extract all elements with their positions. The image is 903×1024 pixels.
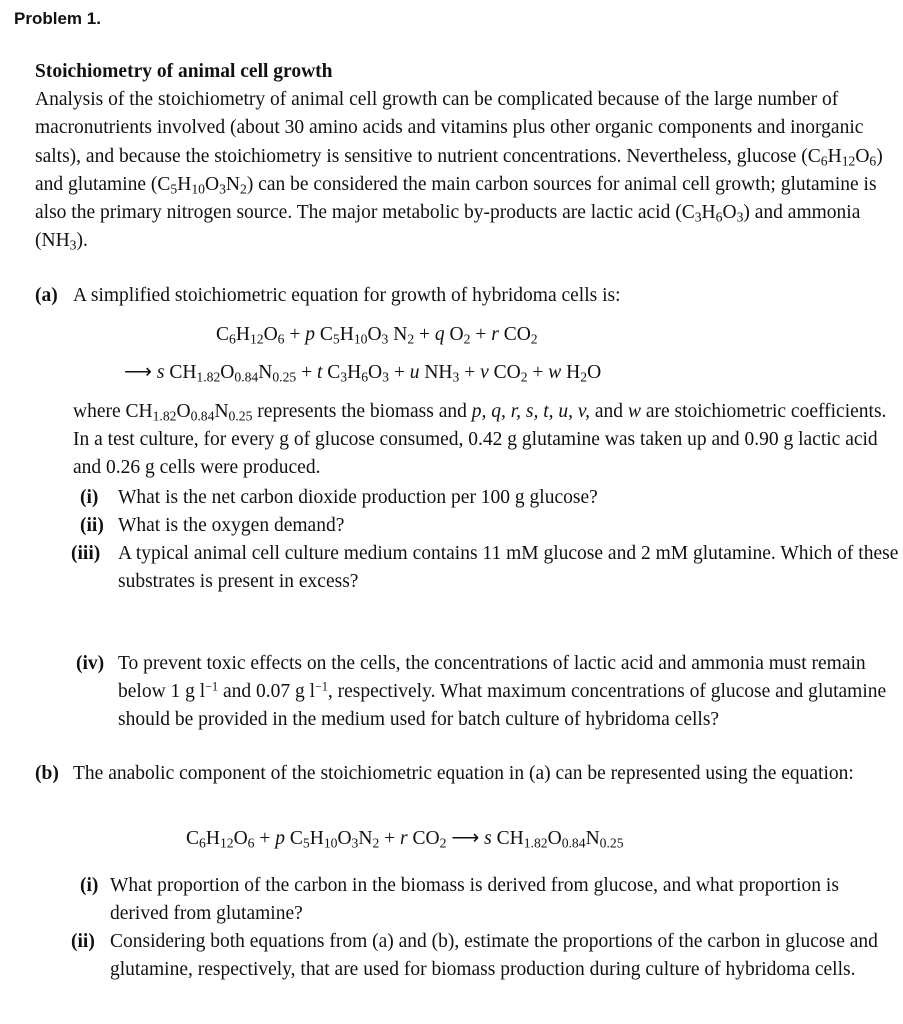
where-text-3: and bbox=[590, 401, 628, 422]
part-a-item-i bbox=[80, 484, 901, 512]
equation-1-reactants: $C_6H_{12}O_6 + p$ $C_5H_{10}O_3$ $N_2 + q$ $O_2 + r$ $CO_2$ bbox=[216, 324, 538, 347]
item-text: What is the oxygen demand? bbox=[118, 515, 345, 536]
where-text-4: are stoichiometric coefficients. In a test culture, for every g of glucose consumed, 0.42 g glutamine was taken up and 0.90 g lactic acid and 0.26 g cells were produced. bbox=[73, 401, 887, 479]
part-a-item-iv bbox=[76, 650, 901, 735]
part-b bbox=[35, 760, 901, 788]
item-label: (ii) bbox=[80, 515, 104, 536]
item-text: Considering both equations from (a) and (b), estimate the proportions of the carbon in glucose and glutamine, respectively, that are used for biomass production during culture of hybridoma cells. bbox=[110, 931, 878, 981]
item-text: What is the net carbon dioxide production per 100 g glucose? bbox=[118, 487, 598, 508]
lactic-acid-formula: $C_3H_6O_3$ bbox=[681, 202, 744, 225]
coefficient-w: w bbox=[627, 401, 641, 422]
item-label: (iii) bbox=[71, 543, 101, 564]
item-text: A typical animal cell culture medium contains 11 mM glucose and 2 mM glutamine. Which of these substrates is present in excess? bbox=[118, 543, 899, 593]
item-text bbox=[118, 650, 901, 735]
intro-text-4: ) and ammonia ( bbox=[35, 202, 861, 252]
item-label: (ii) bbox=[71, 931, 95, 952]
part-a-text: A simplified stoichiometric equation for growth of hybridoma cells is: bbox=[73, 285, 621, 306]
intro-text-2: ) and glutamine ( bbox=[35, 145, 883, 195]
iv-exponent-1: −1 bbox=[205, 679, 219, 694]
intro-text-1: Analysis of the stoichiometry of animal cell growth can be complicated because of the large number of macronutrients involved (about 30 amino acids and vitamins plus other organic components and inorganic salts), and because the stoichiometry is sensitive to nutrient concentrations. Nevertheless, glucose ( bbox=[35, 89, 864, 167]
intro-text-3: ) can be considered the main carbon sources for animal cell growth; glutamine is also the primary nitrogen source. The major metabolic by-products are lactic acid ( bbox=[35, 173, 877, 224]
biomass-formula: $CH_{1.82}O_{0.84}N_{0.25}$ bbox=[125, 401, 253, 424]
where-paragraph bbox=[73, 398, 901, 483]
where-text-1: where bbox=[73, 401, 126, 422]
problem-heading: Problem 1. bbox=[14, 9, 101, 28]
item-label: (i) bbox=[80, 487, 99, 508]
where-text-2: represents the biomass and bbox=[252, 401, 472, 422]
equation-2-anabolic: $C_6H_{12}O_6 + p$ $C_5H_{10}O_3N_2 + r$ $CO_2$ ⟶ s $CH_{1.82}O_{0.84}N_{0.25}$ bbox=[186, 828, 624, 851]
iv-text-2: and 0.07 g l bbox=[218, 681, 316, 703]
part-a-label: (a) bbox=[35, 285, 58, 306]
item-label: (i) bbox=[80, 875, 99, 896]
intro-text-5: ). bbox=[76, 230, 88, 252]
iv-text-3: , respectively. What maximum concentrations of glucose and glutamine should be provided in the medium used for batch culture of hybridoma cells? bbox=[118, 681, 887, 731]
part-a-item-ii bbox=[80, 512, 901, 540]
item-text: What proportion of the carbon in the biomass is derived from glucose, and what proportion is derived from glutamine? bbox=[110, 875, 839, 925]
part-a bbox=[35, 282, 901, 310]
equation-1-products: ⟶ s $CH_{1.82}O_{0.84}N_{0.25} + t$ $C_3H_6O_3 + u$ $NH_3 + v$ $CO_2 + w$ $H_2O$ bbox=[124, 362, 602, 385]
coefficient-list: p, q, r, s, t, u, v, bbox=[471, 401, 591, 422]
ammonia-formula: $NH_3$ bbox=[41, 230, 77, 253]
part-a-item-iii bbox=[71, 540, 901, 596]
item-label: (iv) bbox=[76, 653, 105, 674]
part-b-item-ii bbox=[71, 928, 901, 984]
glucose-formula: $C_6H_{12}O_6$ bbox=[807, 145, 877, 169]
glutamine-formula: $C_5H_{10}O_3N_2$ bbox=[157, 173, 247, 197]
part-b-text: The anabolic component of the stoichiometric equation in (a) can be represented using the equation: bbox=[73, 763, 854, 784]
iv-text-1: To prevent toxic effects on the cells, the concentrations of lactic acid and ammonia must remain below 1 g l bbox=[118, 653, 866, 703]
intro-paragraph bbox=[35, 58, 901, 255]
iv-exponent-2: −1 bbox=[315, 679, 328, 694]
part-b-item-i bbox=[80, 872, 901, 928]
part-b-label: (b) bbox=[35, 763, 59, 784]
section-title: Stoichiometry of animal cell growth bbox=[35, 61, 333, 82]
